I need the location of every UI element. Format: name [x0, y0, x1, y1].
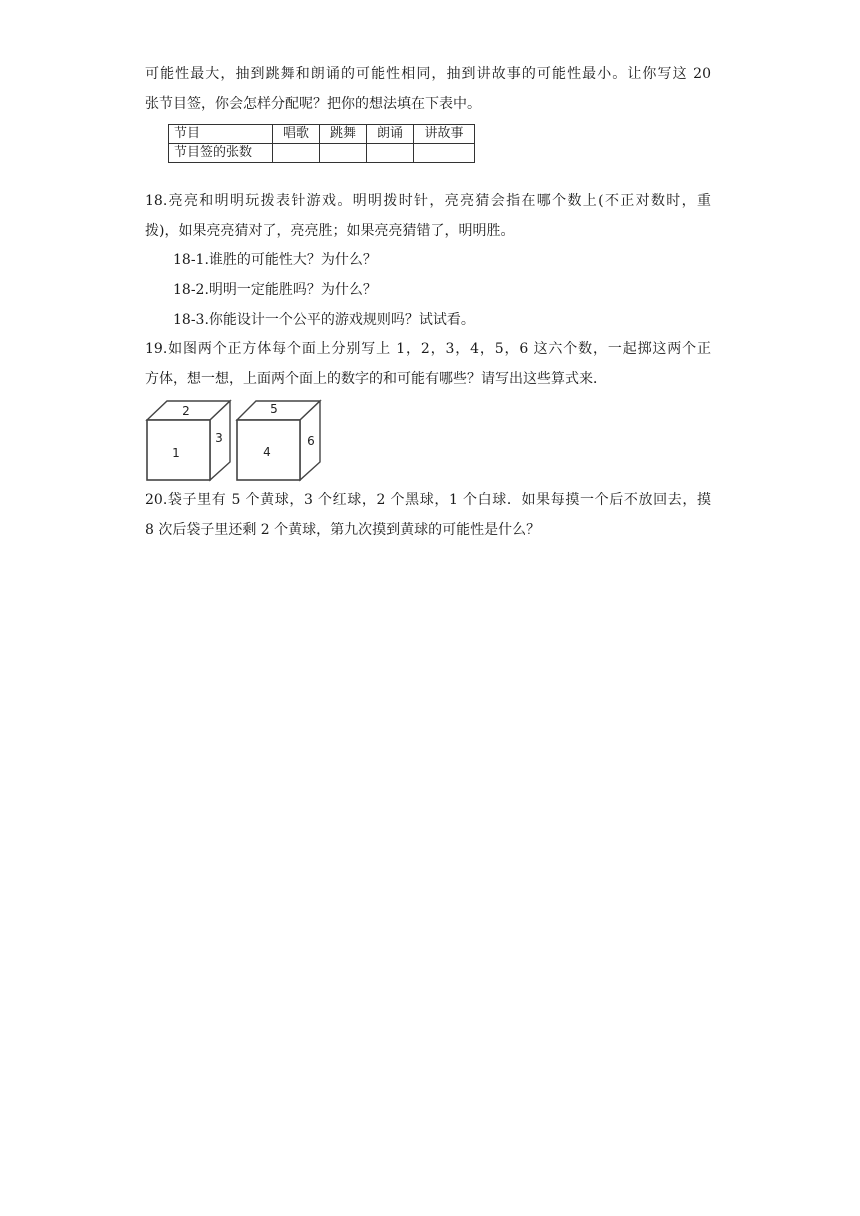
intro-line-2: 张节目签，你会怎样分配呢？把你的想法填在下表中。 — [145, 96, 481, 112]
q19-line-1: 19.如图两个正方体每个面上分别写上 1，2，3，4，5，6 这六个数，一起掷这两个正 — [145, 341, 711, 357]
answer-cell[interactable] — [414, 144, 475, 163]
table-header-row — [169, 125, 475, 144]
program-sign-table — [168, 124, 475, 163]
intro-line-1: 可能性最大，抽到跳舞和朗诵的可能性相同，抽到讲故事的可能性最小。让你写这 20 — [145, 66, 711, 82]
cube-1 — [147, 401, 230, 480]
table-header-cell: 节目 — [169, 125, 273, 144]
q18-sub-2: 18-2.明明一定能胜吗？为什么？ — [173, 282, 377, 298]
cube-2-side-number: 6 — [307, 434, 315, 448]
cube-2-front-number: 4 — [263, 445, 271, 459]
cube-2 — [237, 401, 320, 480]
cube-1-front-number: 1 — [172, 446, 180, 460]
q19-line-2: 方体，想一想，上面两个面上的数字的和可能有哪些？请写出这些算式来． — [145, 371, 607, 387]
cube-1-top-number: 2 — [182, 404, 190, 418]
cube-2-top-number: 5 — [270, 402, 278, 416]
table-header-cell: 朗诵 — [367, 125, 414, 144]
q18-sub-1: 18-1.谁胜的可能性大？为什么？ — [173, 252, 377, 268]
table-header-cell: 唱歌 — [273, 125, 320, 144]
cube-1-side-number: 3 — [215, 431, 223, 445]
answer-cell[interactable] — [273, 144, 320, 163]
table-header-cell: 跳舞 — [320, 125, 367, 144]
q20-line-2: 8 次后袋子里还剩 2 个黄球，第九次摸到黄球的可能性是什么？ — [145, 522, 541, 538]
table-header-cell: 讲故事 — [414, 125, 475, 144]
q18-line-1: 18.亮亮和明明玩拨表针游戏。明明拨时针，亮亮猜会指在哪个数上(不正对数时，重 — [145, 193, 711, 209]
answer-cell[interactable] — [320, 144, 367, 163]
q18-sub-3: 18-3.你能设计一个公平的游戏规则吗？试试看。 — [173, 312, 475, 328]
q20-line-1: 20.袋子里有 5 个黄球，3 个红球，2 个黑球，1 个白球．如果每摸一个后不放回去，摸 — [145, 492, 711, 508]
q18-line-2: 拨)，如果亮亮猜对了，亮亮胜；如果亮亮猜错了，明明胜。 — [145, 223, 515, 239]
table-row-label: 节目签的张数 — [169, 144, 273, 163]
table-row — [169, 144, 475, 163]
dice-figure — [143, 398, 328, 484]
answer-cell[interactable] — [367, 144, 414, 163]
